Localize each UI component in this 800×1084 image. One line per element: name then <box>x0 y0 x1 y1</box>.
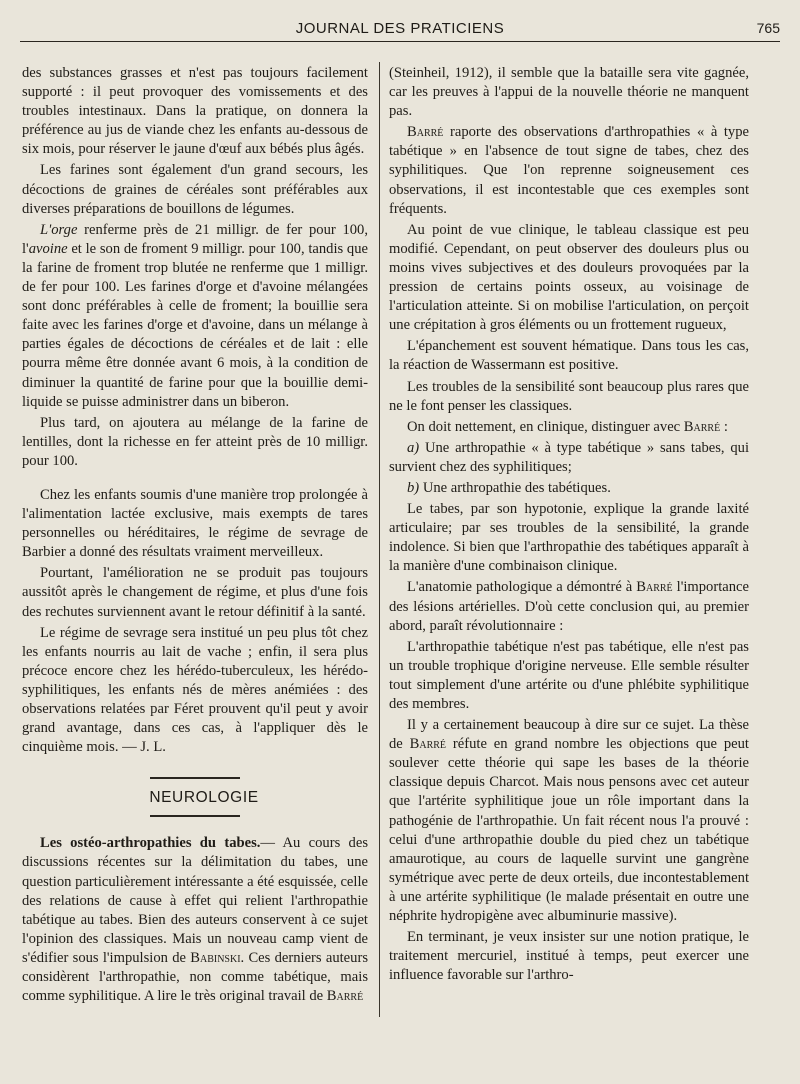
section-rule-top <box>150 777 240 779</box>
paragraph: On doit nettement, en clinique, distinguer avec Barré : <box>407 418 728 435</box>
author-name: Barré <box>407 124 444 141</box>
paragraph: Les troubles de la sensibilité sont beaucoup plus rares que ne le font penser les classiques. <box>389 378 749 414</box>
section-rule-bottom <box>150 815 240 817</box>
paragraph: L'orge renferme près de 21 milligr. de fer pour 100, l'avoine et le son de froment 9 milligr. pour 100, tandis que la farine de froment trop blutée ne renferme que 1 milligr. de fer pour 100. Les farines d'orge et d'avoine mélangées sont donc préférables à celle de froment; la bouillie sera faite avec les farines d'orge et d'avoine, dans un mélange à parties égales de décoctions de céréales et de lait : elle pourra même être donnée avant 6 mois, à la condition de diminuer la quantité de farine pour que la bouillie demi-liquide se puisse administrer dans un biberon. <box>22 221 368 410</box>
page-number: 765 <box>756 20 780 36</box>
section-title: NEUROLOGIE <box>149 789 259 807</box>
paragraph: Le régime de sevrage sera institué un peu plus tôt chez les enfants nourris au lait de vache ; enfin, il sera plus précoce encore chez les hérédo-tuberculeux, les hérédo-syphilitiques, les enfants nés de mères anémiées : des observations relatées par Féret prouvent qu'il peut y avoir grand avantage, dans ces cas, à l'appliquer dès le cinquième mois. — J. L. <box>22 624 368 756</box>
article-paragraph: Les ostéo-arthropathies du tabes.— Au cours des discussions récentes sur la délimitation du tabes, une question particulièrement intéressante a été esquissée, celle des relations de cause à effet qui relient l'arthropathie tabétique au tabes. Bien des auteurs conservent à ce sujet l'opinion des classiques. Mais un nouveau camp vient de s'édifier sous l'impulsion de Babinski. Ces derniers auteurs considèrent l'arthropathie, non comme tabétique, mais comme syphilitique. A lire le très original travail de Barré <box>22 835 368 1005</box>
paragraph: Pourtant, l'amélioration ne se produit pas toujours aussitôt après le changement de régime, et plus d'une fois des rechutes surviennent avant le retour définitif à la santé. <box>22 565 368 620</box>
paragraph: L'arthropathie tabétique n'est pas tabétique, elle n'est pas un trouble trophique d'origine nerveuse. Elle semble résulter tout simplement d'une artérite ou d'une phlébite syphilitique des membres. <box>389 638 749 712</box>
page-header <box>20 16 780 42</box>
paragraph: Au point de vue clinique, le tableau classique est peu modifié. Cependant, on peut observer des douleurs plus ou moins vives subjectives et des douleurs provoquées par la pression de certains points osseux, au voisinage de l'articulation atteinte. Si on mobilise l'articulation, on perçoit une crépitation à gros éléments ou un frottement rugueux, <box>389 221 749 334</box>
right-column <box>389 64 749 985</box>
header-rule <box>20 41 780 42</box>
list-marker: a) <box>407 439 420 456</box>
paragraph: Chez les enfants soumis d'une manière trop prolongée à l'alimentation lactée exclusive, mais exempts de tares personnelles ou héréditaires, le régime de sevrage de Barbier a donné des résultats vraiment merveilleux. <box>22 486 368 561</box>
left-column <box>22 64 368 1006</box>
paragraph: Plus tard, on ajoutera au mélange de la farine de lentilles, dont la richesse en fer atteint près de 10 milligr. pour 100. <box>22 414 368 469</box>
paragraph: (Steinheil, 1912), il semble que la bataille sera vite gagnée, car les preuves à l'appui de la nouvelle théorie ne manquent pas. <box>389 65 749 120</box>
paragraph: Il y a certainement beaucoup à dire sur ce sujet. La thèse de Barré réfute en grand nombre les objections que peut soulever cette théorie qui sape les bases de la théorie classique depuis Charcot. Mais nous pensons avec cet auteur que l'artérite syphilitique joue un rôle important dans la pathogénie de l'arthropathie. Un fait récent nous l'a prouvé : celui d'une arthropathie double du pied chez un tabétique amaurotique, au cours de laquelle survint une gangrène symétrique avec perte de deux orteils, due incontestablement à une artérite syphilitique (le malade présentait en outre une néphrite hydropigène avec albuminurie massive). <box>389 717 749 925</box>
paragraph: L'anatomie pathologique a démontré à Barré l'importance des lésions artérielles. D'où cette conclusion qui, au premier abord, paraît révolutionnaire : <box>389 579 749 634</box>
paragraph: Barré raporte des observations d'arthropathies « à type tabétique » en l'absence de tout signe de tabes, chez des syphilitiques. Que l'on reprenne soigneusement ces observations, il est incontestable que ces exemples sont fréquents. <box>389 124 749 217</box>
paragraph: L'épanchement est souvent hématique. Dans tous les cas, la réaction de Wassermann est positive. <box>389 338 749 374</box>
column-divider <box>379 62 380 1017</box>
paragraph: Les farines sont également d'un grand secours, les décoctions de graines de céréales sont préférables aux diverses préparations de bouillons de légumes. <box>22 162 368 217</box>
list-item: b) Une arthropathie des tabétiques. <box>407 479 611 496</box>
italic-term: L'orge <box>40 221 78 238</box>
author-name: Barré <box>683 418 721 435</box>
list-marker: b) <box>407 479 420 496</box>
author-name: Barré <box>409 736 447 753</box>
running-title: JOURNAL DES PRATICIENS <box>295 20 505 37</box>
spacer <box>22 471 368 486</box>
author-name: Babinski <box>190 949 241 966</box>
italic-term: avoine <box>28 240 68 257</box>
paragraph: Le tabes, par son hypotonie, explique la grande laxité articulaire; par ses troubles de la sensibilité, la grande indolence. Si bien que l'arthropathie des tabétiques apparaît à la manière d'une combinaison clinique. <box>389 501 749 575</box>
paragraph: des substances grasses et n'est pas toujours facilement supporté : il peut provoquer des vomissements et des troubles intestinaux. Dans la pratique, on donnera la préférence au jus de viande chez les enfants au-dessous de six mois, pour réserver le jaune d'œuf aux bébés plus âgés. <box>22 65 368 158</box>
paragraph: En terminant, je veux insister sur une notion pratique, le traitement mercuriel, institué à temps, peut exercer une influence favorable sur l'arthro- <box>389 929 749 984</box>
author-name: Barré <box>326 988 364 1005</box>
article-title: Les ostéo-arthropathies du tabes. <box>40 835 261 852</box>
list-item: a) Une arthropathie « à type tabétique » sans tabes, qui survient chez des syphilitiques; <box>389 439 749 475</box>
author-name: Barré <box>636 579 673 596</box>
